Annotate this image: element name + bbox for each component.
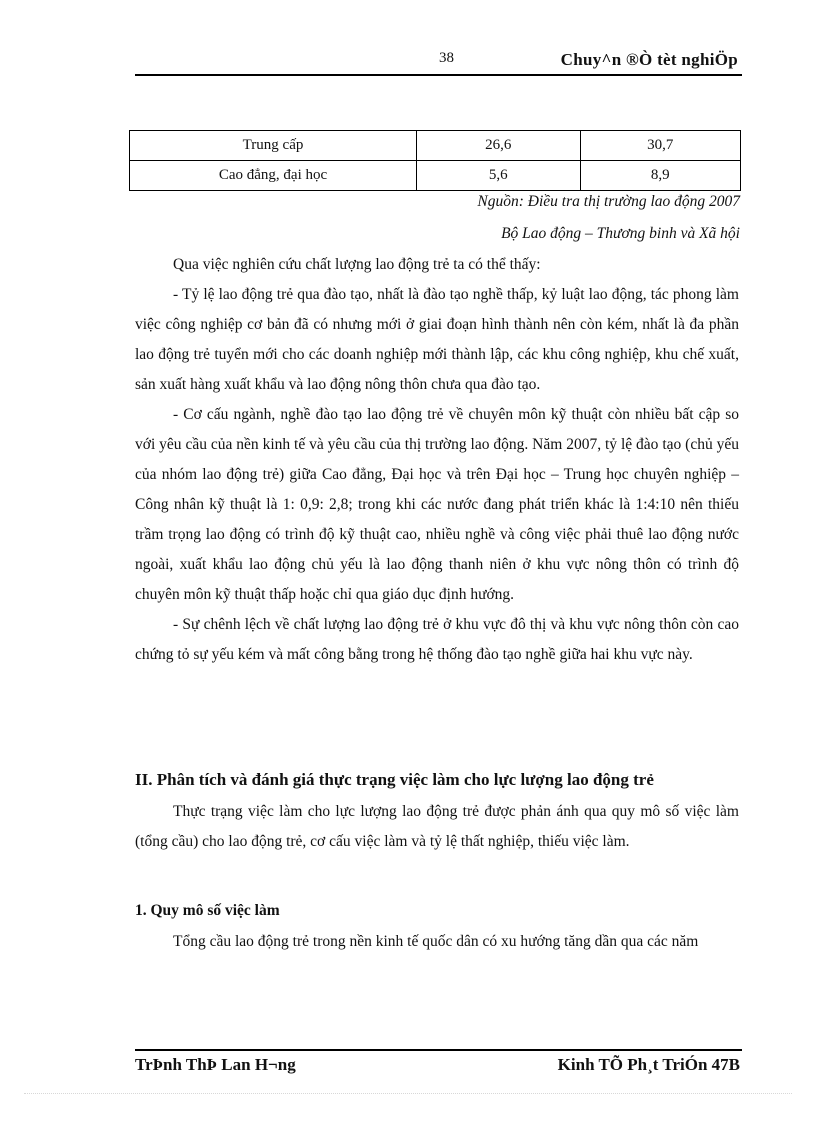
source-line-2: Bộ Lao động – Thương binh và Xã hội (501, 225, 740, 242)
table-cell-value: 8,9 (580, 161, 741, 191)
paragraph: - Cơ cấu ngành, nghề đào tạo lao động trẻ về chuyên môn kỹ thuật còn nhiều bất cập so với yêu cầu của nền kinh tế và yêu cầu của thị trường lao động. Năm 2007, tỷ lệ đào tạo (chủ yếu của nhóm lao động trẻ) giữa Cao đẳng, Đại học và trên Đại học – Trung học chuyên nghiệp – Công nhân kỹ thuật là 1: 0,9: 2,8; trong khi các nước đang phát triển khác là 1:4:10 nên thiếu trầm trọng lao động có trình độ kỹ thuật cao, nhiều nghề và công việc phải thuê lao động nước ngoài, xuất khẩu lao động chủ yếu là lao động thanh niên ở khu vực nông thôn có trình độ chuyên môn kỹ thuật thấp hoặc chỉ qua giáo dục định hướng. (135, 406, 739, 603)
page-header (135, 48, 742, 76)
subsection-heading: 1. Quy mô số việc làm (135, 902, 280, 919)
table-row (130, 161, 741, 191)
paragraph: - Tỷ lệ lao động trẻ qua đào tạo, nhất là đào tạo nghề thấp, kỷ luật lao động, tác phong làm việc công nghiệp cơ bản đã có nhưng mới ở giai đoạn hình thành nên còn kém, nhất là đa phần lao động trẻ tuyển mới cho các doanh nghiệp mới thành lập, các khu công nghiệp, khu chế xuất, sản xuất hàng xuất khẩu và lao động nông thôn chưa qua đào tạo. (135, 286, 739, 393)
table-cell-value: 26,6 (417, 131, 580, 161)
table-row (130, 131, 741, 161)
paragraph: Tổng cầu lao động trẻ trong nền kinh tế quốc dân có xu hướng tăng dần qua các năm (173, 933, 699, 950)
table-cell-label: Trung cấp (130, 131, 417, 161)
paragraph: Qua việc nghiên cứu chất lượng lao động trẻ ta có thể thấy: (173, 256, 541, 273)
paragraph: - Sự chênh lệch về chất lượng lao động trẻ ở khu vực đô thị và khu vực nông thôn còn cao chứng tỏ sự yếu kém và mất công bằng trong hệ thống đào tạo nghề giữa hai khu vực này. (135, 616, 739, 663)
data-table (129, 130, 741, 191)
page-border-dotted (24, 1093, 792, 1094)
page-number: 38 (439, 50, 454, 66)
paragraph: Thực trạng việc làm cho lực lượng lao động trẻ được phản ánh qua quy mô số việc làm (tổng cầu) cho lao động trẻ, cơ cấu việc làm và tỷ lệ thất nghiệp, thiếu việc làm. (135, 803, 739, 850)
page-footer (135, 1049, 742, 1077)
section-heading: II. Phân tích và đánh giá thực trạng việc làm cho lực lượng lao động trẻ (135, 770, 654, 789)
footer-department: Kinh TÕ Ph¸t TriÓn 47B (557, 1055, 740, 1074)
footer-author: TrÞnh ThÞ Lan H¬ng (135, 1055, 296, 1074)
body-text-block-3 (135, 927, 739, 957)
body-text-block-2 (135, 797, 739, 857)
table-cell-value: 5,6 (417, 161, 580, 191)
table-cell-label: Cao đẳng, đại học (130, 161, 417, 191)
header-title: Chuy^n ®Ò tèt nghiÖp (560, 50, 738, 69)
body-text-block-1 (135, 250, 739, 670)
source-line-1: Nguồn: Điều tra thị trường lao động 2007 (477, 193, 740, 210)
table-cell-value: 30,7 (580, 131, 741, 161)
